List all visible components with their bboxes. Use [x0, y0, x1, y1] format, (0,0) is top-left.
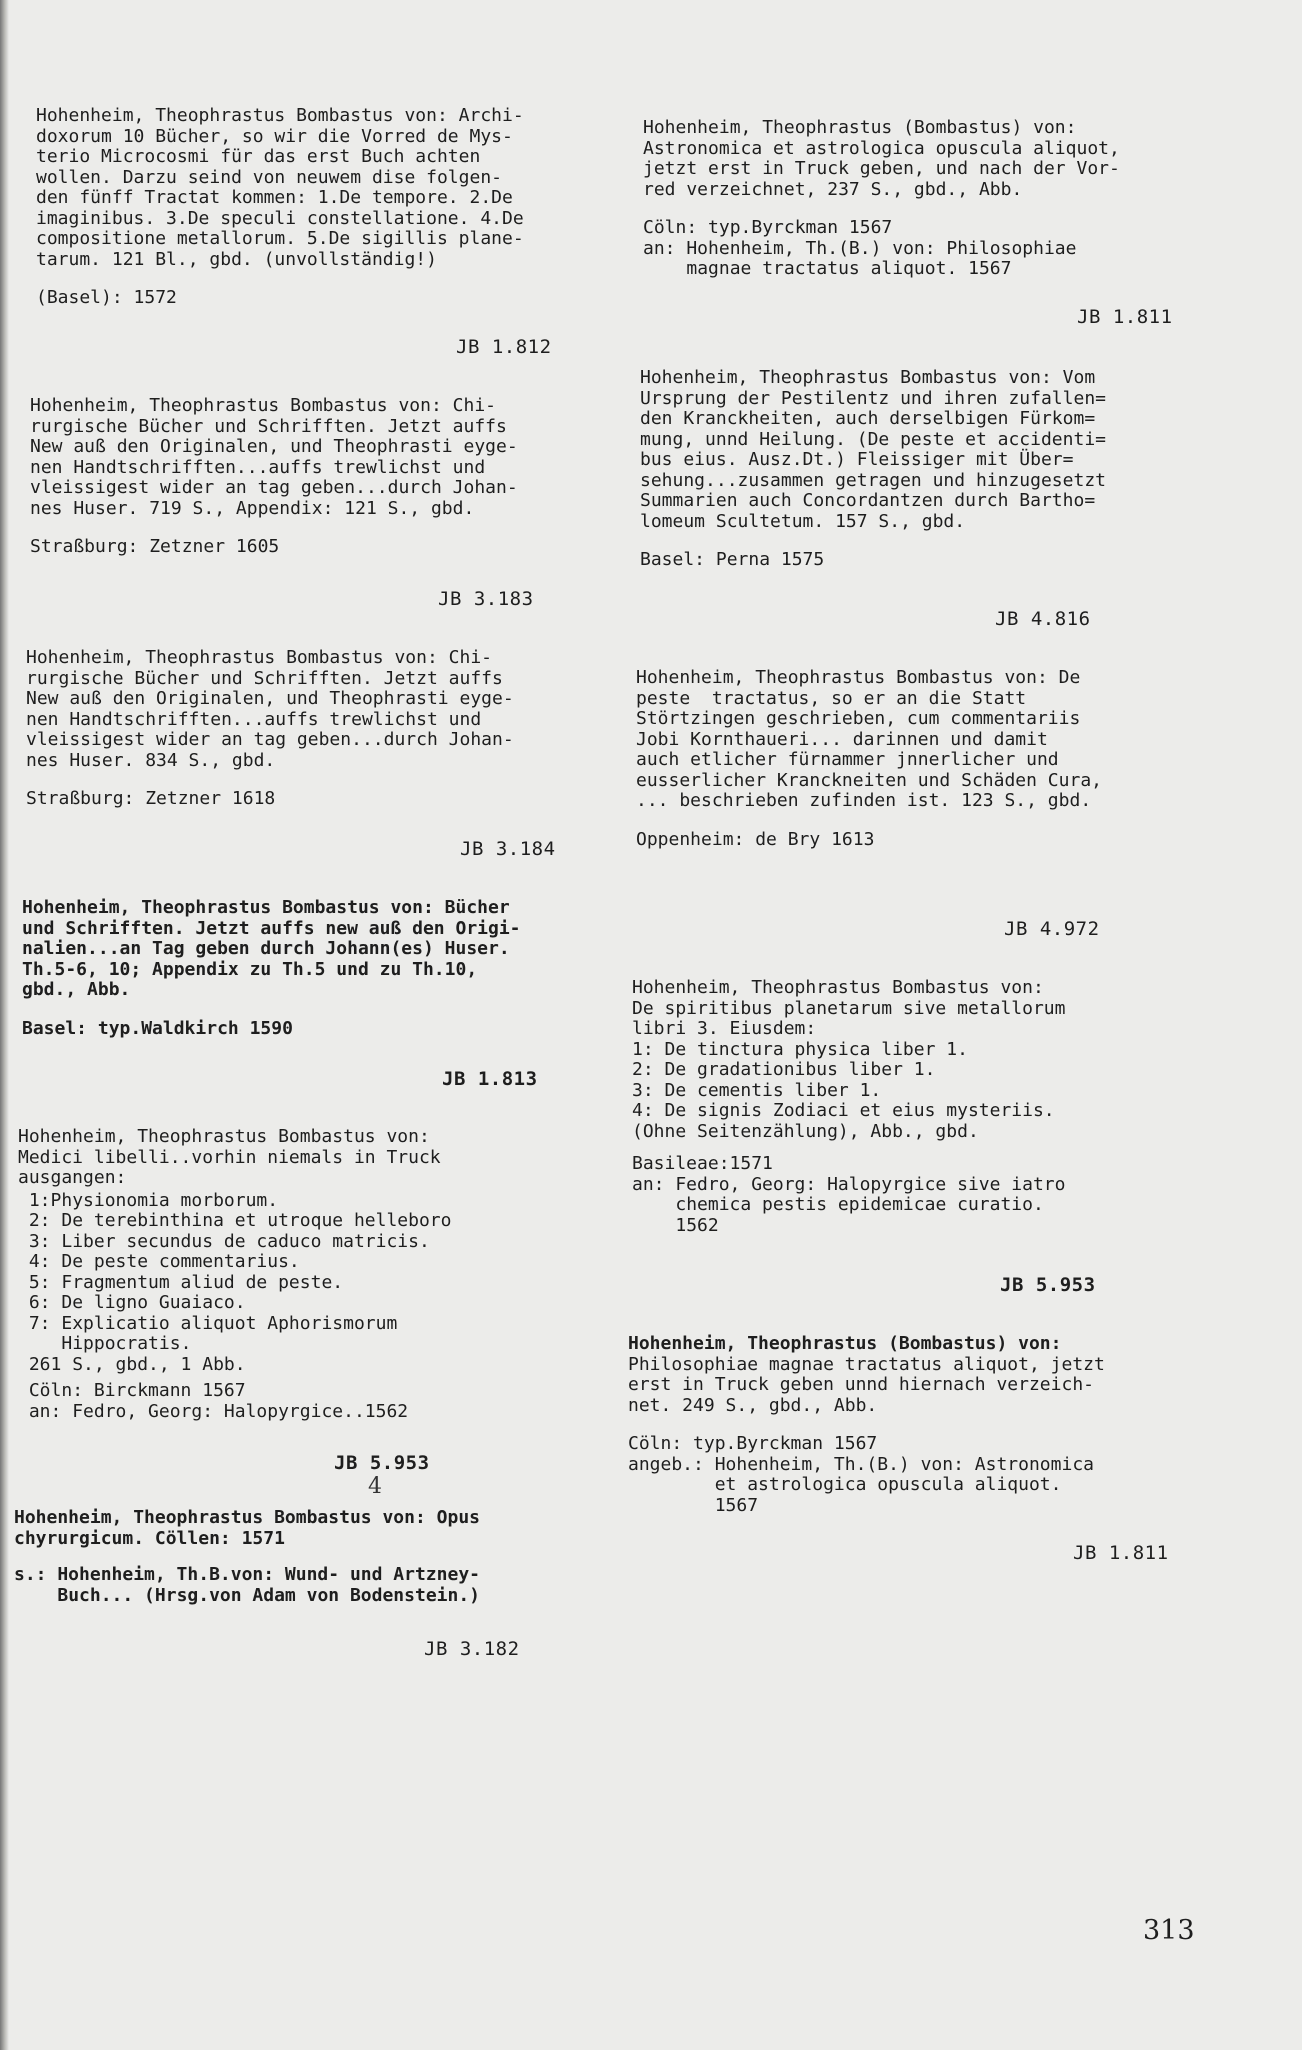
list-item: 6: De ligno Guaiaco. — [18, 1292, 246, 1313]
imprint: Basel: typ.Waldkirch 1590 — [22, 1017, 293, 1039]
entry-line: New auß den Originalen, und Theophrasti eyge- — [26, 688, 514, 709]
entry-line: compositione metallorum. 5.De sigillis plane- — [36, 228, 524, 249]
entry-line: eusserlicher Kranckneiten und Schäden Cura, — [636, 769, 1102, 791]
list-item: 1:Physionomia morborum. — [18, 1189, 279, 1211]
entry-line: Hohenheim, Theophrastus Bombastus von: Archi- — [36, 105, 524, 126]
list-item: (Ohne Seitenzählung), Abb., gbd. — [632, 1120, 979, 1142]
shelfmark: JB 5.953 — [334, 1452, 430, 1474]
entry-line: chyrurgicum. Cöllen: 1571 — [14, 1527, 285, 1549]
entry-line: Ursprung der Pestilentz und ihren zufallen= — [640, 387, 1106, 409]
entry-line: New auß den Originalen, und Theophrasti eyge- — [30, 436, 518, 457]
bound-with: an: Fedro, Georg: Halopyrgice sive iatro chemica pestis epidemicae curatio. 1562 — [632, 1173, 1066, 1236]
entry-line: bus eius. Ausz.Dt.) Fleissiger mit Über= — [640, 449, 1074, 470]
catalog-entry — [36, 106, 626, 309]
list-item: 2: De terebinthina et utroque helleboro — [18, 1210, 452, 1231]
list-item: 7: Explicatio aliquot Aphorismorum — [18, 1312, 398, 1334]
entry-line: sehung...zusammen getragen und hinzugesetzt — [640, 469, 1106, 491]
catalog-entry — [643, 118, 1233, 280]
entry-line: Medici libelli..vorhin niemals in Truck — [18, 1146, 441, 1168]
imprint: Straßburg: Zetzner 1605 — [30, 536, 280, 557]
entry-line: Hohenheim, Theophrastus Bombastus von: Opus — [14, 1507, 480, 1528]
scan-edge-shadow — [0, 0, 9, 2050]
entry-line: gbd., Abb. — [22, 979, 131, 1000]
catalog-entry — [14, 1508, 604, 1606]
entry-line: Philosophiae magnae tractatus aliquot, jetzt — [628, 1353, 1105, 1375]
catalog-entry — [640, 368, 1230, 571]
bound-with: an: Hohenheim, Th.(B.) von: Philosophiae magnae tractatus aliquot. 1567 — [643, 237, 1077, 279]
entry-line: nalien...an Tag geben durch Johann(es) Huser. — [22, 938, 510, 959]
entry-line: lomeum Scultetum. 157 S., gbd. — [640, 510, 966, 532]
list-item: 3: De cementis liber 1. — [632, 1079, 882, 1101]
entry-line: Th.5-6, 10; Appendix zu Th.5 und zu Th.10, — [22, 958, 478, 980]
catalog-entry — [632, 978, 1222, 1236]
entry-line: De spiritibus planetarum sive metallorum — [632, 997, 1066, 1019]
entry-line: libri 3. Eiusdem: — [632, 1018, 817, 1039]
entry-line: Hohenheim, Theophrastus Bombastus von: De — [636, 667, 1081, 688]
entry-line: doxorum 10 Bücher, so wir die Vorred de Mys- — [36, 125, 513, 147]
imprint: Cöln: typ.Byrckman 1567 — [643, 217, 893, 238]
shelfmark: JB 1.813 — [442, 1068, 538, 1090]
entry-line: tarum. 121 Bl., gbd. (unvollständig!) — [36, 248, 437, 270]
entry-line: auch etlicher fürnammer jnnerlicher und — [636, 749, 1059, 770]
entry-line: Störtzingen geschrieben, cum commentariis — [636, 708, 1081, 729]
entry-line: ... beschrieben zufinden ist. 123 S., gbd. — [636, 790, 1092, 811]
entry-line: wollen. Darzu seind von neuwem dise folgen- — [36, 166, 502, 188]
entry-line: Jobi Kornthaueri... darinnen und damit — [636, 728, 1048, 750]
imprint: Oppenheim: de Bry 1613 — [636, 828, 875, 850]
entry-line: net. 249 S., gbd., Abb. — [628, 1394, 878, 1416]
catalog-entry — [628, 1334, 1218, 1516]
entry-line: Hohenheim, Theophrastus Bombastus von: — [18, 1126, 430, 1147]
entry-line: mung, unnd Heilung. (De peste et accidenti= — [640, 428, 1106, 450]
catalog-entry — [636, 668, 1226, 850]
list-item: 4: De signis Zodiaci et eius mysteriis. — [632, 1100, 1055, 1121]
entry-line: den Kranckheiten, auch derselbigen Fürkom= — [640, 408, 1096, 429]
shelfmark: JB 5.953 — [1000, 1274, 1096, 1296]
handwritten-correction: 4 — [368, 1474, 382, 1499]
contents-list — [18, 1191, 608, 1376]
entry-line: Summarien auch Concordantzen durch Bartho= — [640, 490, 1096, 511]
entry-line: Hohenheim, Theophrastus Bombastus von: Bücher — [22, 897, 510, 918]
entry-line: terio Microcosmi für das erst Buch achten — [36, 146, 481, 167]
list-item: 261 S., gbd., 1 Abb. — [18, 1353, 246, 1375]
entry-line: vleissigest wider an tag geben...durch Johan- — [26, 729, 514, 750]
entry-line: Hohenheim, Theophrastus (Bombastus) von: — [628, 1333, 1062, 1354]
entry-line: rurgische Bücher und Schrifften. Jetzt auffs — [26, 667, 503, 689]
shelfmark: JB 3.182 — [424, 1638, 520, 1660]
entry-line: imaginibus. 3.De speculi constellatione. 4.De — [36, 207, 524, 229]
entry-line: nen Handtschrifften...auffs trewlichst und — [30, 456, 486, 478]
catalog-entry — [18, 1127, 608, 1422]
list-item: 3: Liber secundus de caduco matricis. — [18, 1230, 430, 1252]
page-number: 313 — [1143, 1915, 1195, 1946]
list-item: 2: De gradationibus liber 1. — [632, 1059, 936, 1080]
shelfmark: JB 1.811 — [1073, 1542, 1169, 1564]
shelfmark: JB 4.972 — [1004, 918, 1100, 940]
entry-line: nes Huser. 834 S., gbd. — [26, 749, 276, 771]
entry-line: rurgische Bücher und Schrifften. Jetzt auffs — [30, 415, 507, 437]
shelfmark: JB 3.183 — [438, 588, 534, 610]
entry-line: nen Handtschrifften...auffs trewlichst und — [26, 708, 482, 730]
entry-line: und Schrifften. Jetzt auffs new auß den Origi- — [22, 917, 521, 939]
imprint: Cöln: Birckmann 1567 — [18, 1380, 246, 1401]
shelfmark: JB 4.816 — [995, 608, 1091, 630]
imprint: Basel: Perna 1575 — [640, 549, 825, 570]
catalog-entry — [22, 898, 612, 1039]
list-item: 1: De tinctura physica liber 1. — [632, 1038, 968, 1060]
entry-line: Hohenheim, Theophrastus Bombastus von: — [632, 977, 1044, 998]
shelfmark: JB 3.184 — [460, 838, 556, 860]
shelfmark: JB 1.811 — [1077, 306, 1173, 328]
entry-line: erst in Truck geben unnd hiernach verzeich- — [628, 1374, 1094, 1395]
imprint: (Basel): 1572 — [36, 287, 177, 308]
list-item: 4: De peste commentarius. — [18, 1251, 300, 1272]
list-item: 5: Fragmentum aliud de peste. — [18, 1271, 344, 1293]
imprint: Straßburg: Zetzner 1618 — [26, 788, 276, 809]
contents-list — [632, 1040, 1222, 1143]
entry-line: red verzeichnet, 237 S., gbd., Abb. — [643, 178, 1023, 200]
entry-line: Hohenheim, Theophrastus Bombastus von: Chi- — [26, 647, 492, 668]
catalog-entry — [26, 648, 616, 810]
entry-line: vleissigest wider an tag geben...durch Johan- — [30, 477, 518, 498]
bound-with: an: Fedro, Georg: Halopyrgice..1562 — [18, 1400, 409, 1422]
entry-line: jetzt erst in Truck geben, und nach der Vor- — [643, 158, 1120, 179]
imprint: Cöln: typ.Byrckman 1567 — [628, 1433, 878, 1454]
entry-line: Hohenheim, Theophrastus (Bombastus) von: — [643, 117, 1077, 138]
entry-line: Hohenheim, Theophrastus Bombastus von: Chi- — [30, 395, 496, 416]
entry-line: den fünff Tractat kommen: 1.De tempore. 2.De — [36, 187, 513, 208]
imprint: Basileae:1571 — [632, 1153, 773, 1174]
entry-line: Hohenheim, Theophrastus Bombastus von: Vom — [640, 367, 1096, 388]
bound-with: angeb.: Hohenheim, Th.(B.) von: Astronomica et astrologica opuscula aliquot. 1567 — [628, 1453, 1094, 1516]
shelfmark: JB 1.812 — [456, 336, 552, 358]
see-reference: s.: Hohenheim, Th.B.von: Wund- und Artzney- Buch... (Hrsg.von Adam von Bodenstein.) — [14, 1564, 480, 1606]
entry-line: ausgangen: — [18, 1167, 127, 1188]
entry-line: Astronomica et astrologica opuscula aliquot, — [643, 137, 1120, 159]
entry-line: nes Huser. 719 S., Appendix: 121 S., gbd. — [30, 497, 475, 519]
catalog-entry — [30, 396, 620, 558]
entry-line: peste tractatus, so er an die Statt — [636, 687, 1027, 709]
list-item: Hippocratis. — [18, 1333, 192, 1354]
